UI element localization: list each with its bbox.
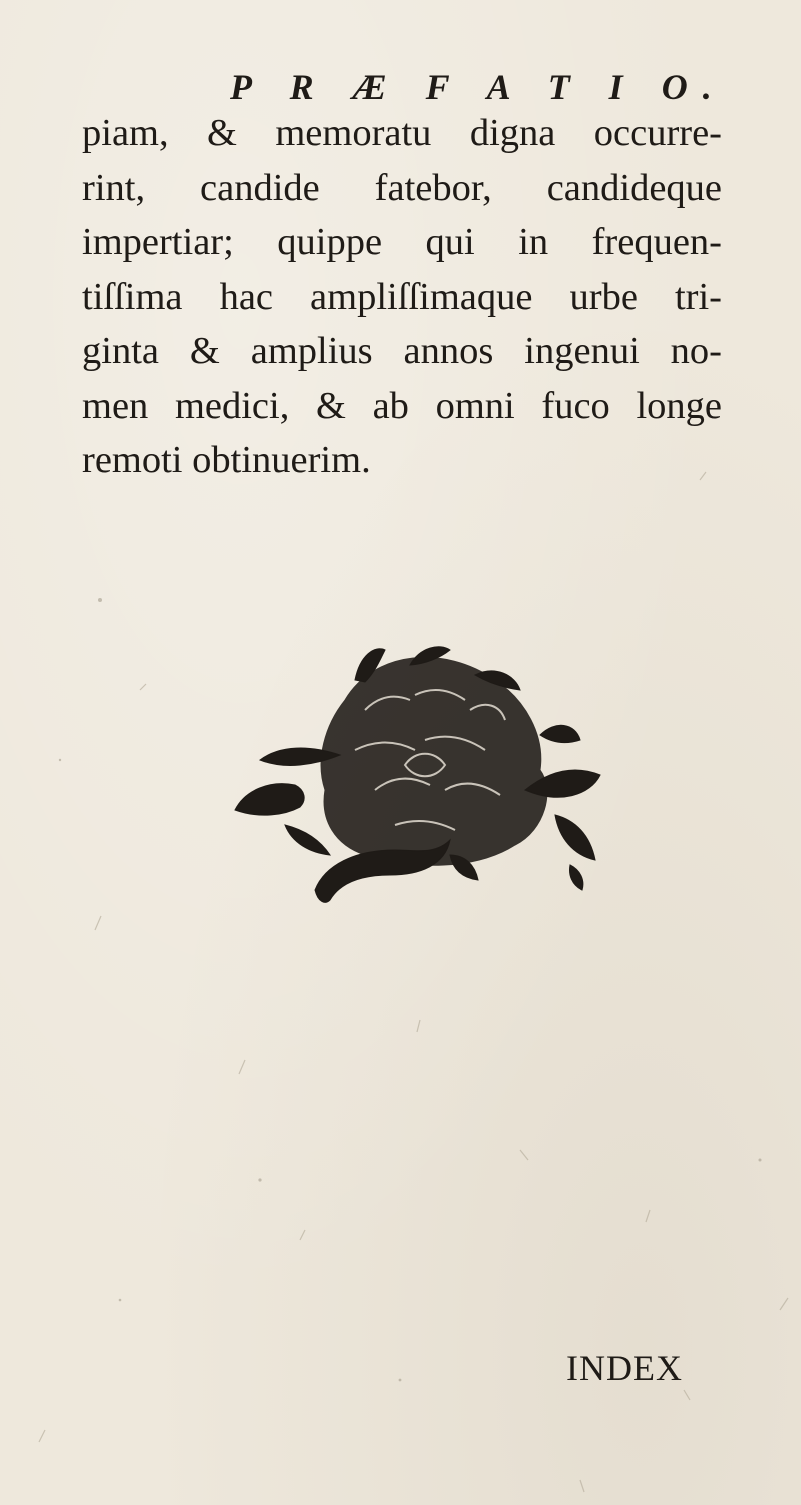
text-line: impertiar; quippe qui in frequen-: [82, 221, 722, 263]
floral-tailpiece-ornament: [225, 640, 615, 920]
text-line: remoti obtinuerim.: [82, 439, 371, 481]
text-line: rint, candide fatebor, candideque: [82, 166, 722, 209]
body-text: [82, 106, 722, 488]
text-line: piam, & memoratu digna occurre-: [82, 112, 722, 154]
text-line: ginta & amplius annos ingenui no-: [82, 330, 722, 372]
running-head: P R Æ F A T I O.: [230, 67, 727, 107]
text-line: tiſſima hac ampliſſimaque urbe tri-: [82, 275, 722, 318]
text-line: men medici, & ab omni fuco longe: [82, 384, 722, 427]
catchword: INDEX: [566, 1348, 683, 1388]
